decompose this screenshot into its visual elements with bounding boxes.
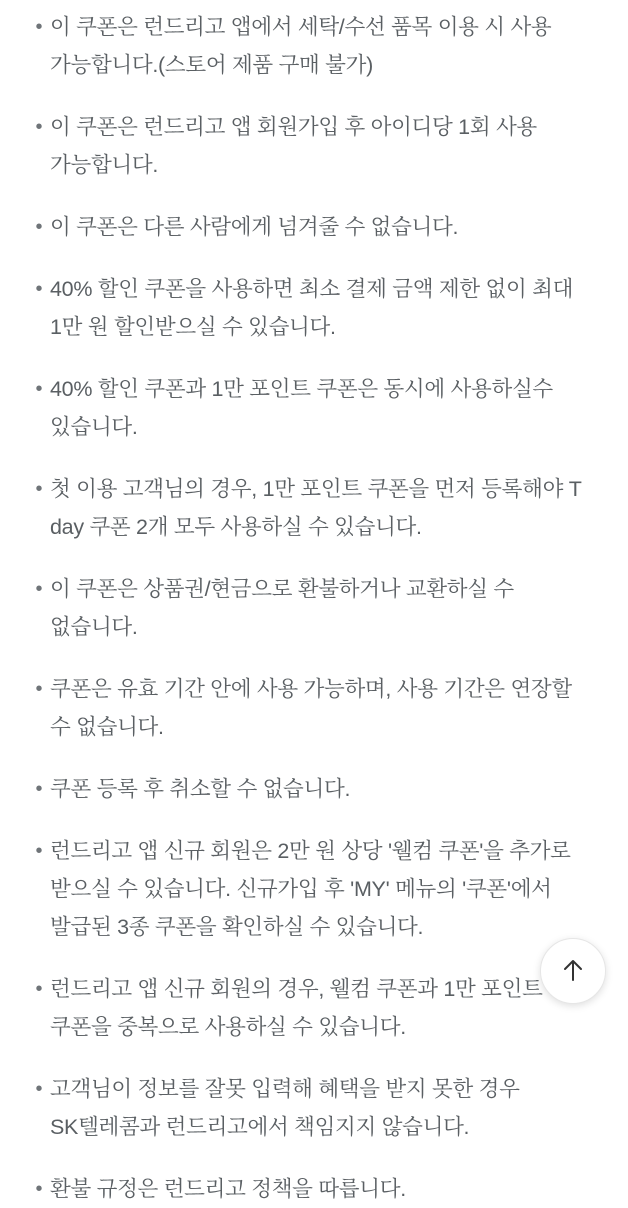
list-item [28,8,592,84]
list-item [28,208,592,246]
list-item-text: 고객님이 정보를 잘못 입력해 혜택을 받지 못한 경우 SK텔레콤과 런드리고에서 책임지지 않습니다. [50,1077,520,1139]
bullet-icon: • [35,478,43,500]
arrow-up-icon [558,956,588,986]
list-item [28,470,592,546]
bullet-icon: • [35,1078,43,1100]
list-item-text: 런드리고 앱 신규 회원은 2만 원 상당 '웰컴 쿠폰'을 추가로 받으실 수 있습니다. 신규가입 후 'MY' 메뉴의 '쿠폰'에서 발급된 3종 쿠폰을 확인하실 수 있습니다. [50,839,571,939]
list-item-text: 런드리고 앱 신규 회원의 경우, 웰컴 쿠폰과 1만 포인트 쿠폰을 중복으로 사용하실 수 있습니다. [50,977,543,1039]
list-item [28,570,592,646]
list-item-text: 환불 규정은 런드리고 정책을 따릅니다. [50,1177,406,1201]
list-item [28,1070,592,1146]
scroll-to-top-button[interactable] [540,938,606,1004]
bullet-icon: • [35,978,43,1000]
bullet-icon: • [35,278,43,300]
bullet-icon: • [35,216,43,238]
bullet-icon: • [35,840,43,862]
list-item-text: 이 쿠폰은 런드리고 앱에서 세탁/수선 품목 이용 시 사용 가능합니다.(스토어 제품 구매 불가) [50,15,552,77]
bullet-icon: • [35,778,43,800]
list-item [28,770,592,808]
list-item [28,270,592,346]
list-item-text: 이 쿠폰은 런드리고 앱 회원가입 후 아이디당 1회 사용 가능합니다. [50,115,537,177]
list-item [28,670,592,746]
list-item-text: 쿠폰은 유효 기간 안에 사용 가능하며, 사용 기간은 연장할 수 없습니다. [50,677,572,739]
list-item [28,832,592,946]
list-item-text: 쿠폰 등록 후 취소할 수 없습니다. [50,777,351,801]
list-item [28,370,592,446]
bullet-icon: • [35,1178,43,1200]
list-item-text: 이 쿠폰은 다른 사람에게 넘겨줄 수 없습니다. [50,215,459,239]
bullet-icon: • [35,16,43,38]
list-item-text: 첫 이용 고객님의 경우, 1만 포인트 쿠폰을 먼저 등록해야 T day 쿠폰 2개 모두 사용하실 수 있습니다. [50,477,582,539]
bullet-icon: • [35,678,43,700]
list-item [28,108,592,184]
bullet-icon: • [35,116,43,138]
list-item-text: 40% 할인 쿠폰과 1만 포인트 쿠폰은 동시에 사용하실수 있습니다. [50,377,553,439]
list-item [28,1170,592,1208]
bullet-icon: • [35,578,43,600]
list-item [28,970,592,1046]
list-item-text: 이 쿠폰은 상품권/현금으로 환불하거나 교환하실 수 없습니다. [50,577,514,639]
list-item-text: 40% 할인 쿠폰을 사용하면 최소 결제 금액 제한 없이 최대 1만 원 할인받으실 수 있습니다. [50,277,574,339]
bullet-icon: • [35,378,43,400]
